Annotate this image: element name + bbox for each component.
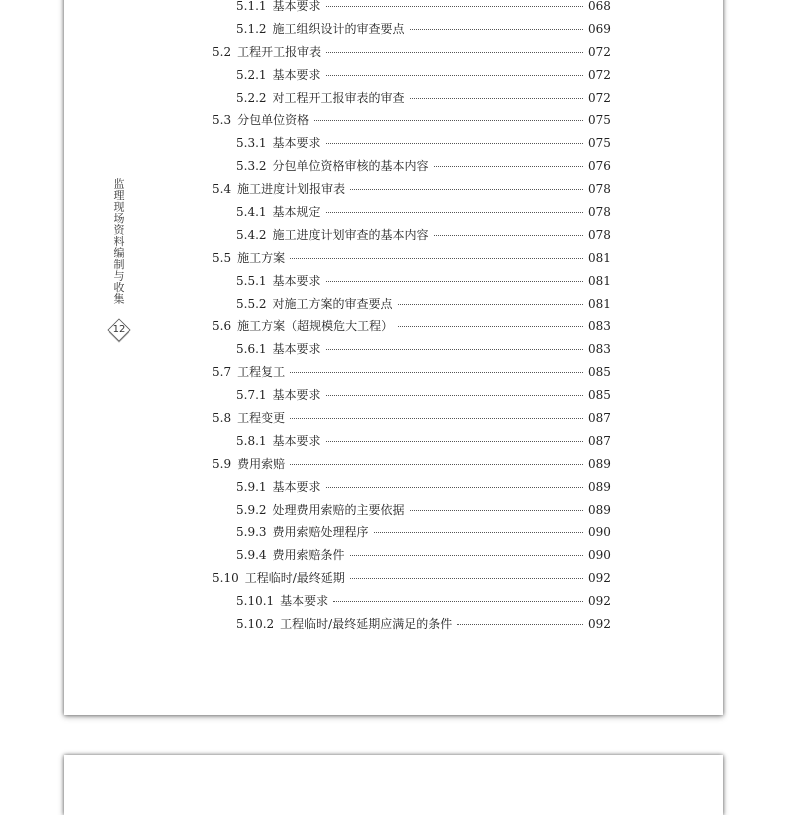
- toc-entry-page: 092: [588, 594, 611, 609]
- toc-entry-title: 工程临时/最终延期应满足的条件: [280, 617, 453, 632]
- toc-entry-title: 工程开工报审表: [237, 44, 322, 59]
- toc-leader-dots: [410, 510, 583, 511]
- toc-entry-page: 075: [588, 136, 611, 151]
- toc-entry-page: 081: [588, 296, 611, 311]
- toc-entry[interactable]: [212, 386, 611, 409]
- toc-entry-number: 5.7: [212, 365, 232, 380]
- toc-entry-page: 081: [588, 250, 611, 265]
- toc-entry-number: 5.9.2: [236, 502, 267, 517]
- toc-entry-number: 5.5: [212, 250, 232, 265]
- toc-entry-number: 5.1.2: [236, 21, 267, 36]
- running-book-title: 监理现场资料编制与收集: [112, 178, 125, 305]
- toc-entry-page: 081: [588, 273, 611, 288]
- toc-entry-number: 5.4.2: [236, 227, 267, 242]
- table-of-contents: [212, 0, 611, 638]
- toc-entry[interactable]: [212, 455, 611, 478]
- toc-entry-number: 5.10.2: [236, 617, 275, 632]
- toc-entry-page: 072: [588, 44, 611, 59]
- toc-entry-page: 089: [588, 502, 611, 517]
- toc-entry-title: 分包单位资格: [237, 113, 310, 128]
- toc-leader-dots: [326, 52, 583, 53]
- toc-entry-number: 5.8: [212, 411, 232, 426]
- toc-entry-page: 069: [588, 21, 611, 36]
- toc-entry-page: 085: [588, 388, 611, 403]
- toc-entry-title: 基本要求: [272, 388, 321, 403]
- toc-leader-dots: [457, 624, 583, 625]
- toc-entry-title: 施工方案（超规模危大工程）: [237, 319, 394, 334]
- toc-leader-dots: [333, 601, 583, 602]
- toc-entry-number: 5.10.1: [236, 594, 275, 609]
- toc-entry-page: 078: [588, 227, 611, 242]
- toc-leader-dots: [326, 349, 583, 350]
- toc-entry-page: 085: [588, 365, 611, 380]
- toc-entry[interactable]: [212, 409, 611, 432]
- toc-entry-number: 5.5.1: [236, 273, 267, 288]
- toc-entry-number: 5.6: [212, 319, 232, 334]
- toc-leader-dots: [326, 212, 583, 213]
- book-page: [64, 0, 723, 715]
- toc-entry[interactable]: [212, 592, 611, 615]
- toc-leader-dots: [326, 441, 583, 442]
- toc-entry[interactable]: [212, 478, 611, 501]
- toc-entry-number: 5.2.1: [236, 67, 267, 82]
- toc-leader-dots: [350, 555, 583, 556]
- toc-leader-dots: [410, 98, 583, 99]
- toc-entry[interactable]: [212, 249, 611, 272]
- toc-leader-dots: [326, 6, 583, 7]
- toc-entry[interactable]: [212, 501, 611, 524]
- toc-entry-number: 5.6.1: [236, 342, 267, 357]
- toc-entry-title: 对工程开工报审表的审查: [272, 90, 405, 105]
- toc-entry[interactable]: [212, 111, 611, 134]
- toc-entry-title: 处理费用索赔的主要依据: [272, 502, 405, 517]
- toc-entry-page: 072: [588, 90, 611, 105]
- toc-entry[interactable]: [212, 134, 611, 157]
- toc-entry-title: 基本要求: [272, 136, 321, 151]
- toc-leader-dots: [326, 487, 583, 488]
- toc-entry-title: 施工组织设计的审查要点: [272, 21, 405, 36]
- toc-entry-title: 基本要求: [272, 342, 321, 357]
- toc-entry-number: 5.4.1: [236, 205, 267, 220]
- toc-entry-number: 5.9.1: [236, 479, 267, 494]
- toc-entry[interactable]: [212, 43, 611, 66]
- toc-leader-dots: [398, 304, 583, 305]
- toc-entry-title: 工程复工: [237, 365, 286, 380]
- toc-entry-page: 076: [588, 159, 611, 174]
- toc-entry-page: 089: [588, 456, 611, 471]
- toc-leader-dots: [290, 464, 583, 465]
- toc-entry-number: 5.7.1: [236, 388, 267, 403]
- toc-entry-number: 5.3.2: [236, 159, 267, 174]
- toc-leader-dots: [326, 281, 583, 282]
- toc-entry-title: 基本要求: [272, 273, 321, 288]
- toc-entry-page: 092: [588, 571, 611, 586]
- toc-entry-number: 5.10: [212, 571, 239, 586]
- toc-entry[interactable]: [212, 569, 611, 592]
- toc-entry-page: 068: [588, 0, 611, 13]
- toc-leader-dots: [326, 395, 583, 396]
- toc-entry-title: 费用索赔处理程序: [272, 525, 369, 540]
- toc-entry-page: 075: [588, 113, 611, 128]
- toc-entry[interactable]: [212, 157, 611, 180]
- toc-entry-title: 对施工方案的审查要点: [272, 296, 393, 311]
- toc-entry-number: 5.4: [212, 182, 232, 197]
- page-number: 12: [112, 324, 126, 335]
- toc-entry-page: 072: [588, 67, 611, 82]
- toc-entry[interactable]: [212, 203, 611, 226]
- toc-entry-title: 基本要求: [272, 0, 321, 13]
- next-book-page: [64, 755, 723, 815]
- toc-leader-dots: [290, 372, 583, 373]
- toc-entry-title: 基本要求: [272, 67, 321, 82]
- toc-entry-number: 5.2: [212, 44, 232, 59]
- toc-entry[interactable]: [212, 363, 611, 386]
- toc-entry-title: 基本规定: [272, 205, 321, 220]
- toc-entry[interactable]: [212, 523, 611, 546]
- toc-entry-number: 5.8.1: [236, 433, 267, 448]
- toc-entry-title: 基本要求: [272, 479, 321, 494]
- toc-leader-dots: [290, 418, 583, 419]
- toc-leader-dots: [374, 532, 583, 533]
- toc-entry-title: 施工方案: [237, 250, 286, 265]
- toc-entry[interactable]: [212, 546, 611, 569]
- toc-entry[interactable]: [212, 615, 611, 638]
- toc-entry-page: 083: [588, 342, 611, 357]
- toc-entry[interactable]: [212, 340, 611, 363]
- toc-entry[interactable]: [212, 0, 611, 20]
- toc-entry-number: 5.2.2: [236, 90, 267, 105]
- toc-entry-number: 5.9: [212, 456, 232, 471]
- toc-entry-page: 083: [588, 319, 611, 334]
- page-number-badge: [106, 317, 132, 343]
- toc-entry-title: 基本要求: [272, 433, 321, 448]
- toc-leader-dots: [434, 166, 583, 167]
- toc-entry-number: 5.3.1: [236, 136, 267, 151]
- toc-entry-page: 078: [588, 182, 611, 197]
- toc-leader-dots: [350, 578, 583, 579]
- toc-entry-page: 087: [588, 433, 611, 448]
- toc-leader-dots: [434, 235, 583, 236]
- toc-entry-title: 基本要求: [280, 594, 329, 609]
- toc-entry-number: 5.1.1: [236, 0, 267, 13]
- toc-entry-number: 5.9.4: [236, 548, 267, 563]
- toc-entry-page: 089: [588, 479, 611, 494]
- toc-entry[interactable]: [212, 226, 611, 249]
- toc-entry[interactable]: [212, 272, 611, 295]
- toc-leader-dots: [398, 326, 583, 327]
- toc-entry-number: 5.9.3: [236, 525, 267, 540]
- toc-entry[interactable]: [212, 432, 611, 455]
- toc-entry[interactable]: [212, 89, 611, 112]
- toc-leader-dots: [350, 189, 583, 190]
- toc-entry-number: 5.5.2: [236, 296, 267, 311]
- toc-entry[interactable]: [212, 317, 611, 340]
- toc-leader-dots: [410, 29, 583, 30]
- toc-entry-page: 090: [588, 548, 611, 563]
- toc-entry-title: 工程临时/最终延期: [244, 571, 345, 586]
- toc-entry-page: 092: [588, 617, 611, 632]
- toc-entry[interactable]: [212, 295, 611, 318]
- toc-entry-number: 5.3: [212, 113, 232, 128]
- toc-entry-title: 施工进度计划报审表: [237, 182, 346, 197]
- toc-leader-dots: [290, 258, 583, 259]
- toc-leader-dots: [326, 75, 583, 76]
- toc-leader-dots: [314, 120, 583, 121]
- toc-entry[interactable]: [212, 180, 611, 203]
- toc-entry-title: 费用索赔: [237, 456, 286, 471]
- toc-entry-title: 施工进度计划审查的基本内容: [272, 227, 429, 242]
- toc-leader-dots: [326, 143, 583, 144]
- toc-entry-page: 078: [588, 205, 611, 220]
- toc-entry-title: 分包单位资格审核的基本内容: [272, 159, 429, 174]
- toc-entry-title: 工程变更: [237, 411, 286, 426]
- toc-entry-title: 费用索赔条件: [272, 548, 345, 563]
- toc-entry[interactable]: [212, 20, 611, 43]
- toc-entry[interactable]: [212, 66, 611, 89]
- toc-entry-page: 087: [588, 411, 611, 426]
- toc-entry-page: 090: [588, 525, 611, 540]
